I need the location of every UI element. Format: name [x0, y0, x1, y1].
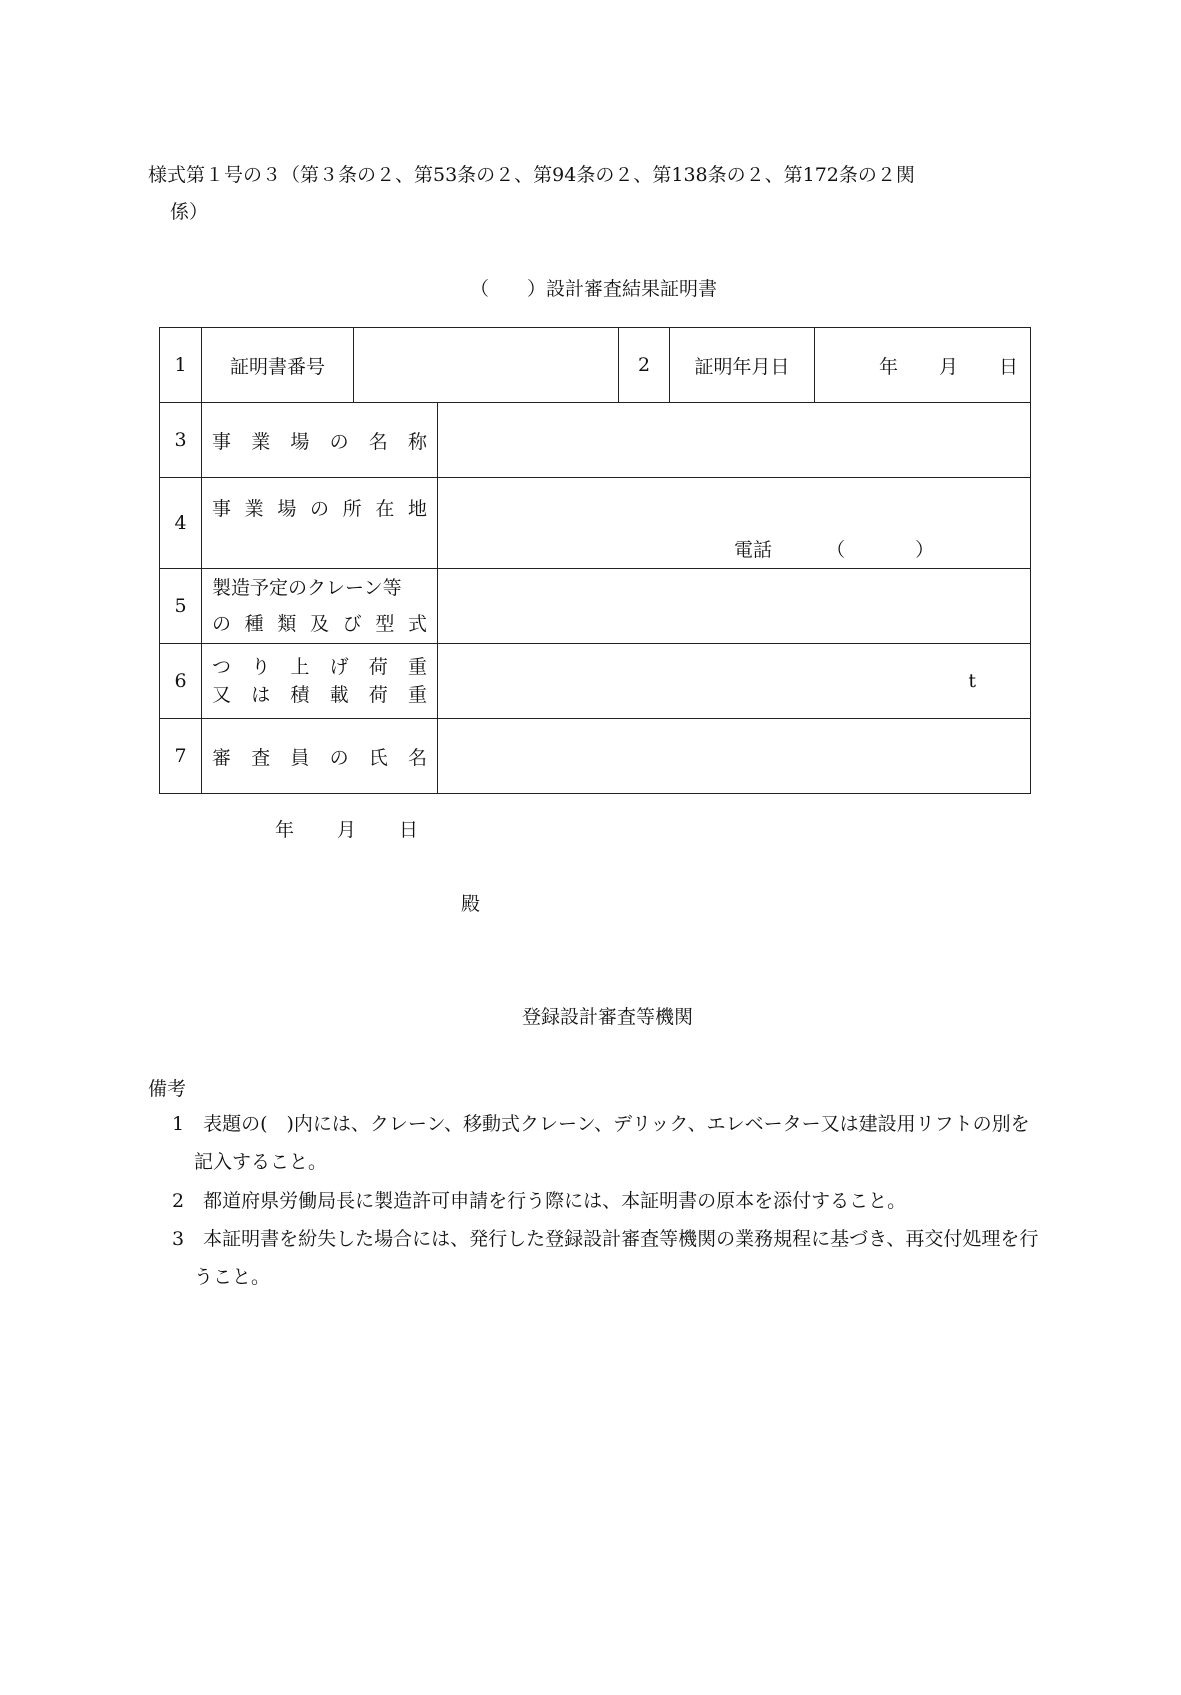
certificate-table [159, 327, 1031, 794]
issue-date-year: 年 [275, 819, 295, 841]
row-number: 5 [160, 569, 202, 644]
rated-load-label-line2: 又は積載荷重 [212, 684, 427, 706]
workplace-address-label: 事業場の所在地 [202, 478, 438, 569]
row-certificate-number [160, 328, 1031, 403]
certificate-date-field[interactable] [815, 328, 1031, 403]
certificate-date-label: 証明年月日 [670, 328, 815, 403]
remarks-heading: 備考 [148, 1078, 187, 1100]
row-crane-type [160, 569, 1031, 644]
row-number: 2 [619, 328, 670, 403]
rated-load-label [202, 644, 438, 719]
row-workplace-address [160, 478, 1031, 569]
row-rated-load [160, 644, 1031, 719]
phone-close-paren: ） [915, 539, 935, 561]
month-label: 月 [938, 355, 958, 378]
certificate-number-field[interactable] [354, 328, 619, 403]
issuer-label: 登録設計審査等機関 [522, 1006, 694, 1028]
form-reference-line1: 様式第１号の３（第３条の２、第53条の２、第94条の２、第138条の２、第172条の２関 [148, 164, 915, 186]
row-number: 3 [160, 403, 202, 478]
issue-date-month: 月 [337, 819, 357, 841]
crane-type-label-line1: 製造予定のクレーン等 [212, 577, 402, 599]
phone-label: 電話 [734, 539, 773, 561]
form-reference-line2: 係） [170, 201, 209, 223]
phone-open-paren: （ [826, 539, 846, 561]
crane-type-label [202, 569, 438, 644]
examiner-name-label: 審査員の氏名 [202, 719, 438, 794]
workplace-address-field[interactable] [438, 478, 1031, 569]
row-number: 6 [160, 644, 202, 719]
issue-date-day: 日 [399, 819, 419, 841]
row-number: 7 [160, 719, 202, 794]
rated-load-label-line1: つり上げ荷重 [212, 656, 427, 678]
rated-load-field[interactable] [438, 644, 1031, 719]
remark-item: 1 表題の( )内には、クレーン、移動式クレーン、デリック、エレベーター又は建設用リフトの別を記入すること。 [172, 1113, 1030, 1173]
year-label: 年 [879, 355, 899, 378]
remark-item: 2 都道府県労働局長に製造許可申請を行う際には、本証明書の原本を添付すること。 [172, 1190, 907, 1212]
workplace-name-label: 事業場の名称 [202, 403, 438, 478]
workplace-name-field[interactable] [438, 403, 1031, 478]
crane-type-label-line2: の種類及び型式 [212, 613, 427, 635]
row-number: 1 [160, 328, 202, 403]
row-number: 4 [160, 478, 202, 569]
row-workplace-name [160, 403, 1031, 478]
ton-unit: t [968, 670, 976, 692]
certificate-number-label: 証明書番号 [202, 328, 354, 403]
addressee-suffix: 殿 [461, 893, 481, 915]
remark-item: 3 本証明書を紛失した場合には、発行した登録設計審査等機関の業務規程に基づき、再交付処理を行うこと。 [172, 1228, 1039, 1288]
row-examiner-name [160, 719, 1031, 794]
crane-type-field[interactable] [438, 569, 1031, 644]
examiner-name-field[interactable] [438, 719, 1031, 794]
document-title: （ ）設計審査結果証明書 [470, 278, 718, 300]
day-label: 日 [998, 355, 1018, 378]
